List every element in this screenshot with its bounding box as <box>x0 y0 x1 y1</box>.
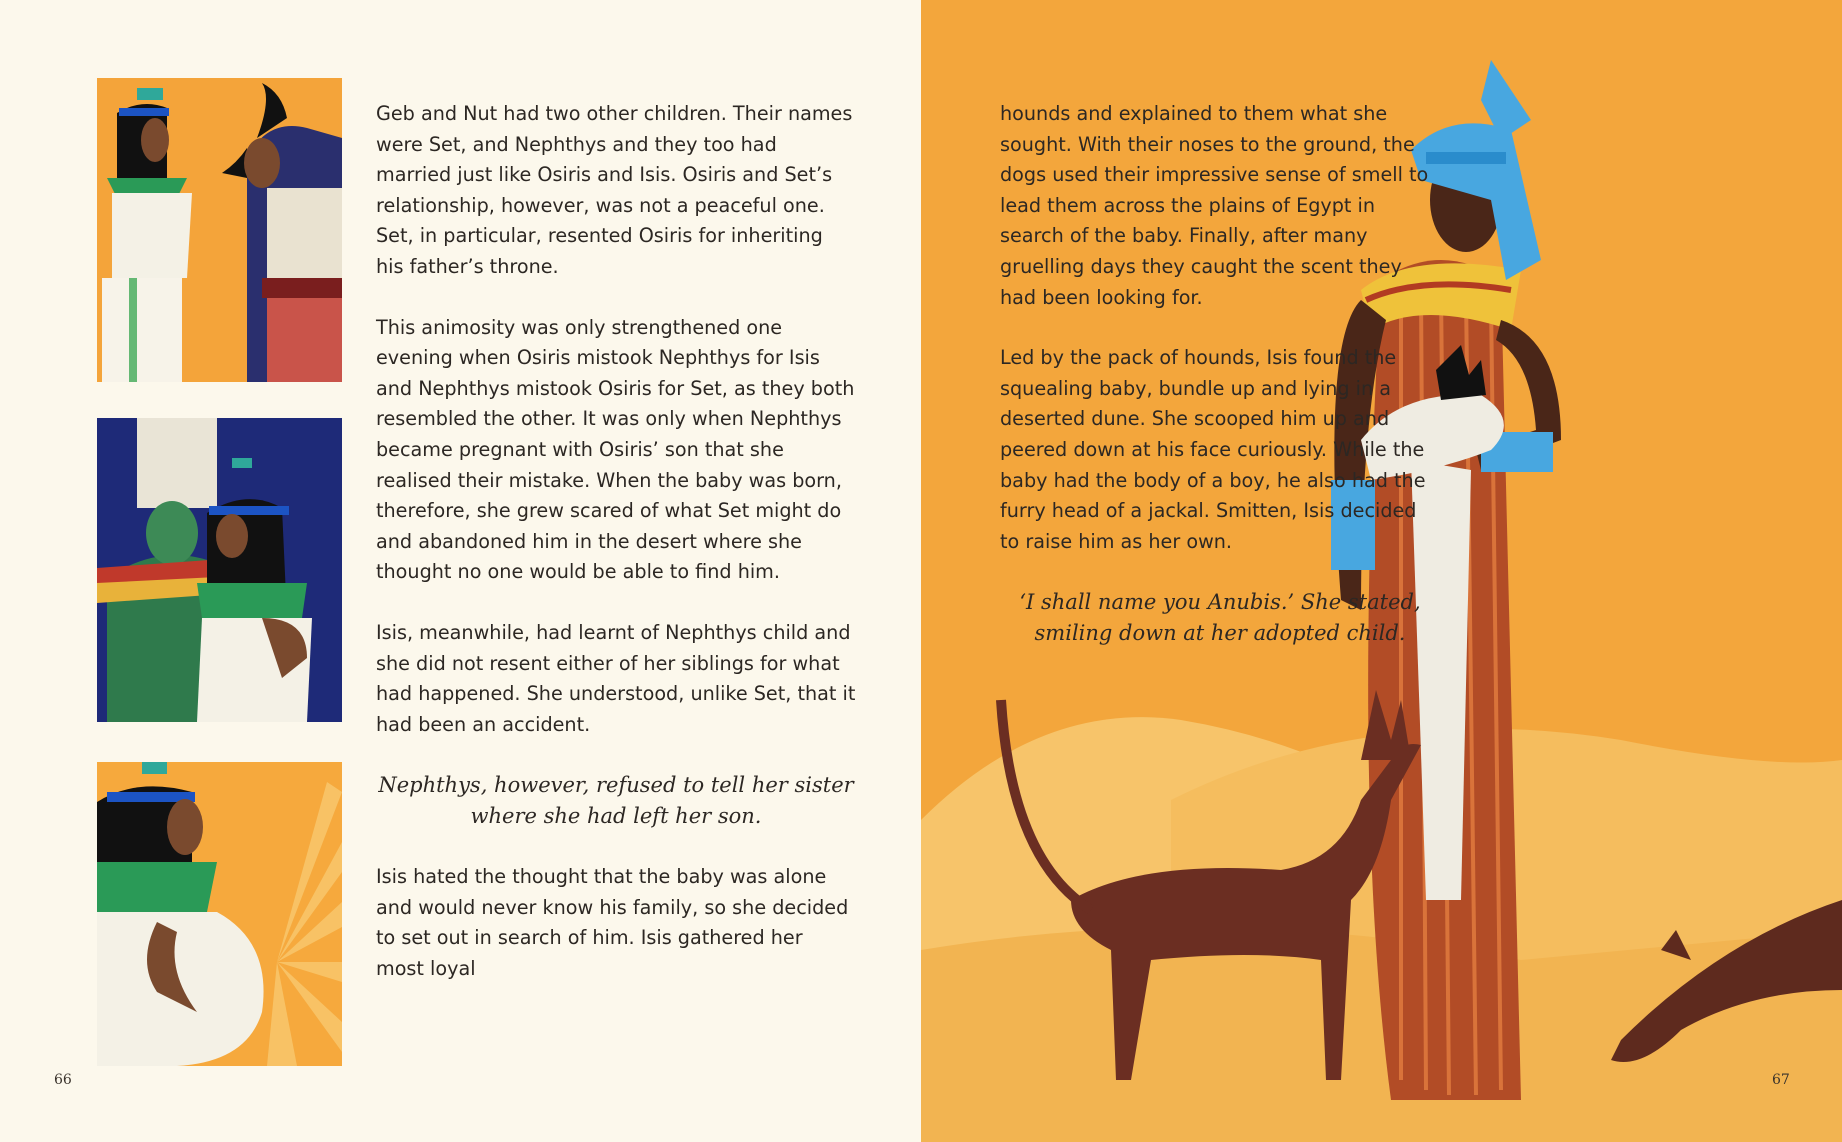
paragraph: Geb and Nut had two other children. Their names were Set, and Nephthys and they too had married just like Osiris and Isis. Osiris and Set’s relationship, however, was not a peaceful one. Set, in particular, resented Osiris for inheriting his father’s throne. <box>376 102 853 278</box>
illustration-pregnant-nephthys <box>97 762 342 1066</box>
right-page <box>921 0 1842 1142</box>
illustration-isis-and-set <box>97 78 342 382</box>
paragraph: This animosity was only strengthened one evening when Osiris mistook Nephthys for Isis and Nephthys mistook Osiris for Set, as they both resembled the other. It was only when Nephthys became pregnant with Osiris’ son that she realised their mistake. When the baby was born, therefore, she grew scared of what Set might do and abandoned him in the desert where she thought no one would be able to find him. <box>376 315 855 584</box>
pull-quote: ‘I shall name you Anubis.’ She stated, smiling down at her adopted child. <box>1019 590 1421 646</box>
paragraph: Isis, meanwhile, had learnt of Nephthys child and she did not resent either of her siblings for what had happened. She understood, unlike Set, that it had been an accident. <box>376 620 856 736</box>
page-number: 66 <box>54 1072 72 1088</box>
paragraph: hounds and explained to them what she sought. With their noses to the ground, the dogs used their impressive sense of smell to lead them across the plains of Egypt in search of the baby. Finally, after many gruelling days they caught the scent they had been looking for. <box>1000 102 1429 309</box>
paragraph: Led by the pack of hounds, Isis found the squealing baby, bundle up and lying in a deserted dune. She scooped him up and peered down at his face curiously. While the baby had the body of a boy, he also had the furry head of a jackal. Smitten, Isis decided to raise him as her own. <box>1000 346 1426 553</box>
page-number: 67 <box>1772 1072 1790 1088</box>
right-text-column <box>1000 99 1440 679</box>
illustration-osiris-and-nephthys <box>97 418 342 722</box>
paragraph: Isis hated the thought that the baby was alone and would never know his family, so she decided to set out in search of him. Isis gathered her most loyal <box>376 865 849 981</box>
left-text-column <box>376 99 856 1015</box>
pull-quote: Nephthys, however, refused to tell her sister where she had left her son. <box>378 773 854 829</box>
